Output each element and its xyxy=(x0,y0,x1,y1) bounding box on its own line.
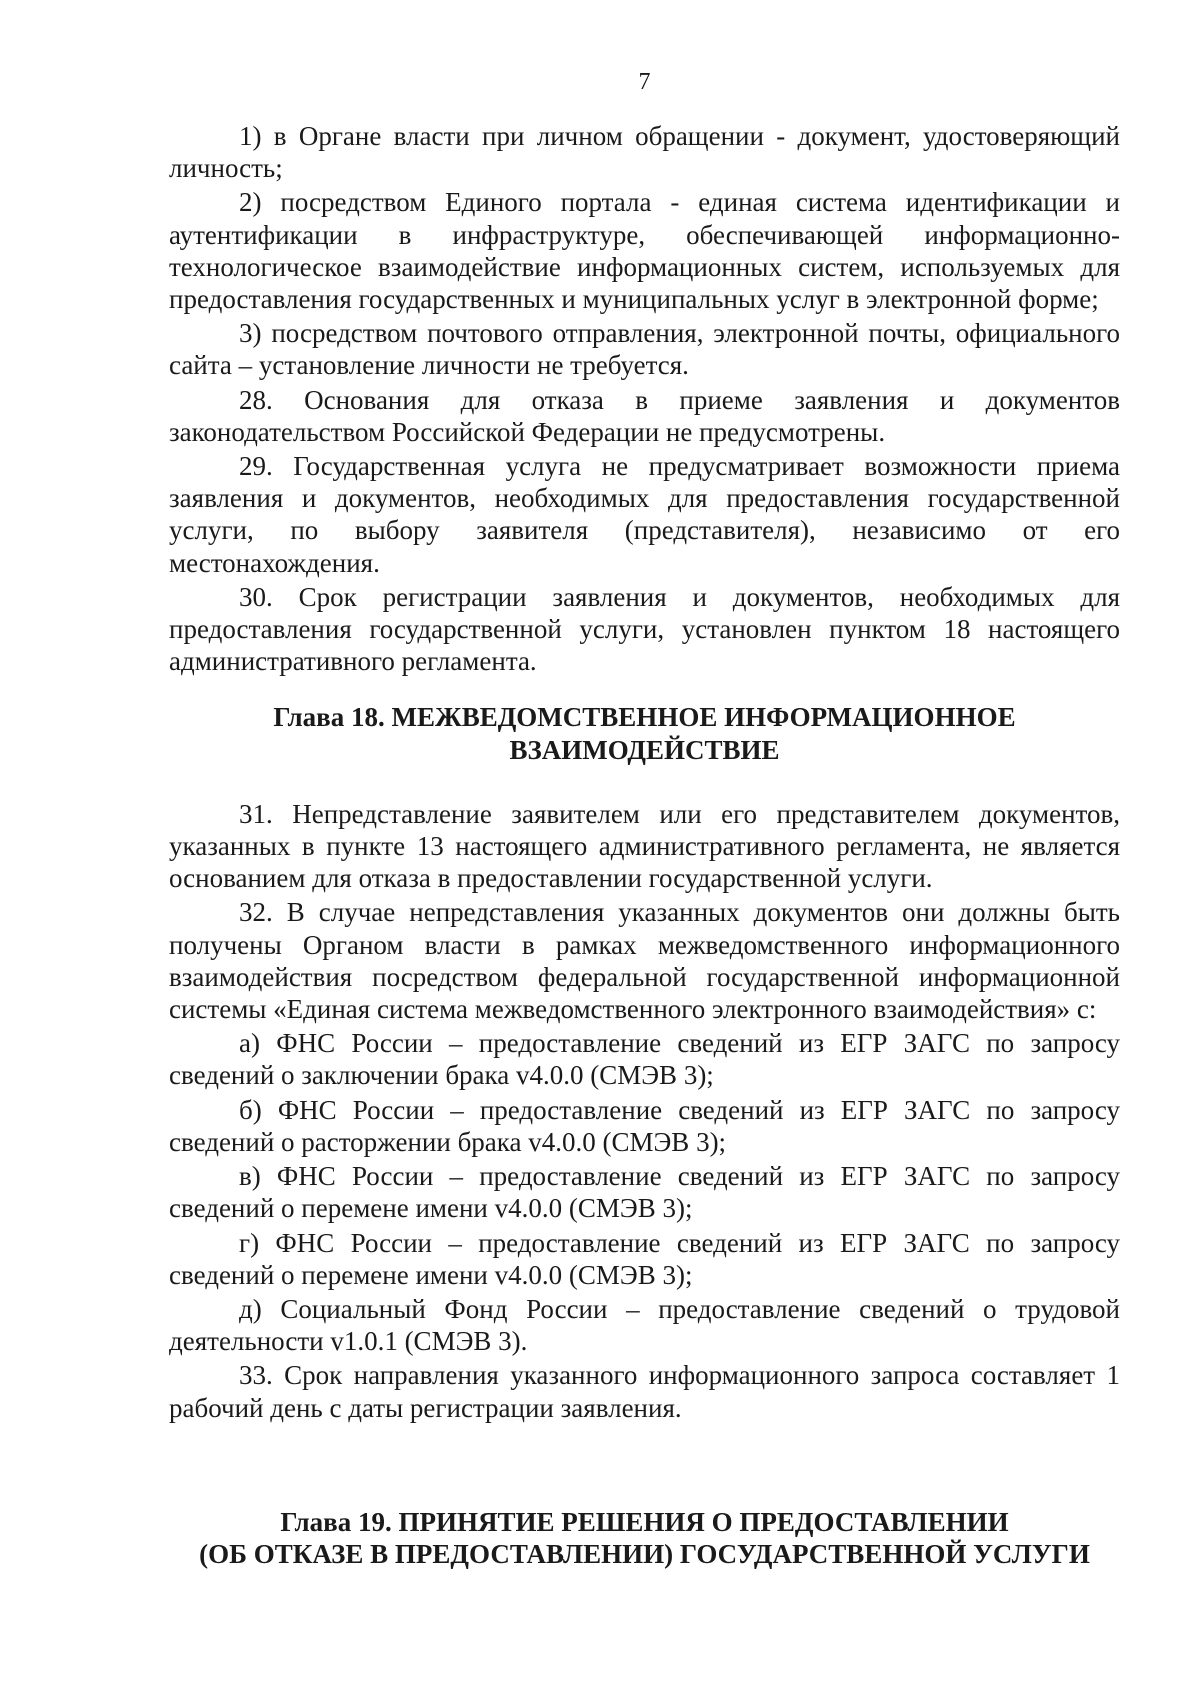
list-item-v: в) ФНС России – предоставление сведений из ЕГР ЗАГС по запросу сведений о перемене имени v4.0.0 (СМЭВ 3); xyxy=(169,1161,1120,1224)
page-number: 7 xyxy=(638,69,651,95)
list-item-d: д) Социальный Фонд России – предоставление сведений о трудовой деятельности v1.0.1 (СМЭВ 3). xyxy=(169,1293,1120,1357)
paragraph-item-1-identity-in-person: 1) в Органе власти при личном обращении - документ, удостоверяющий личность; xyxy=(169,121,1120,184)
paragraph-29: 29. Государственная услуга не предусматривает возможности приема заявления и документов, необходимых для предоставления государственной услуги, по выбору заявителя (представителя), независимо от его местонахождения. xyxy=(169,451,1120,578)
chapter-18-title-line1: Глава 18. МЕЖВЕДОМСТВЕННОЕ ИНФОРМАЦИОННОЕ xyxy=(273,702,1016,733)
paragraph-30: 30. Срок регистрации заявления и документов, необходимых для предоставления государственной услуги, установлен пунктом 18 настоящего административного регламента. xyxy=(169,581,1120,677)
chapter-18-title-line2: ВЗАИМОДЕЙСТВИЕ xyxy=(509,734,780,765)
chapter-18-body xyxy=(169,798,1120,1426)
list-item-b: б) ФНС России – предоставление сведений из ЕГР ЗАГС по запросу сведений о расторжении брака v4.0.0 (СМЭВ 3); xyxy=(169,1094,1120,1157)
paragraph-item-2-unified-portal: 2) посредством Единого портала - единая система идентификации и аутентификации в инфраструктуре, обеспечивающей информационно-технологическое взаимодействие информационных систем, используемых для предоставления государственных и муниципальных услуг в электронной форме; xyxy=(169,187,1120,315)
chapter-19-heading xyxy=(169,1506,1120,1570)
paragraph-33: 33. Срок направления указанного информационного запроса составляет 1 рабочий день с даты регистрации заявления. xyxy=(169,1360,1120,1423)
paragraph-31: 31. Непредставление заявителем или его представителем документов, указанных в пункте 13 настоящего административного регламента, не является основанием для отказа в предоставлении государственной услуги. xyxy=(169,798,1120,894)
chapter-19-title-line1: Глава 19. ПРИНЯТИЕ РЕШЕНИЯ О ПРЕДОСТАВЛЕНИИ xyxy=(280,1506,1009,1537)
paragraph-28: 28. Основания для отказа в приеме заявления и документов законодательством Российской Федерации не предусмотрены. xyxy=(169,384,1120,447)
section-top xyxy=(169,120,1120,679)
list-item-a: а) ФНС России – предоставление сведений из ЕГР ЗАГС по запросу сведений о заключении брака v4.0.0 (СМЭВ 3); xyxy=(169,1028,1120,1091)
paragraph-32: 32. В случае непредставления указанных документов они должны быть получены Органом власти в рамках межведомственного информационного взаимодействия посредством федеральной государственной информационной системы «Единая система межведомственного электронного взаимодействия» с: xyxy=(169,897,1120,1025)
chapter-18-heading xyxy=(169,701,1120,765)
chapter-19-title-line2: (ОБ ОТКАЗЕ В ПРЕДОСТАВЛЕНИИ) ГОСУДАРСТВЕННОЙ УСЛУГИ xyxy=(199,1538,1090,1569)
paragraph-item-3-postal-email: 3) посредством почтового отправления, электронной почты, официального сайта – установление личности не требуется. xyxy=(169,318,1120,381)
list-item-g: г) ФНС России – предоставление сведений из ЕГР ЗАГС по запросу сведений о перемене имени v4.0.0 (СМЭВ 3); xyxy=(169,1227,1120,1290)
